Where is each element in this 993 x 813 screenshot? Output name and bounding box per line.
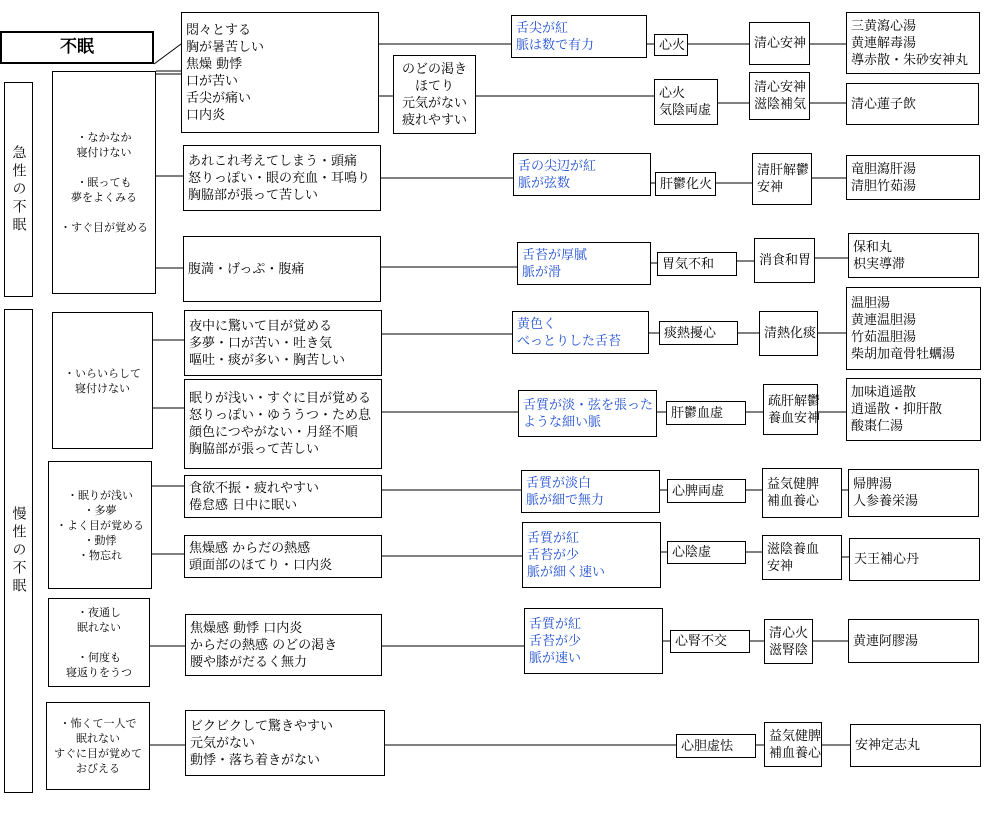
box-line: 脈は数で有力 [516, 37, 595, 53]
formula-box-1 [846, 12, 980, 74]
box-line: 脈が細く速い [527, 564, 606, 580]
box-line: 清胆竹茹湯 [851, 178, 917, 194]
box-line: 疲れやすい [401, 112, 467, 128]
symptom-box-7 [184, 535, 382, 578]
box-line: 滋陰補気 [754, 97, 807, 112]
pattern-box-1 [654, 34, 688, 56]
pattern-box-8 [667, 541, 746, 564]
box-line: 寝付けない [76, 146, 132, 159]
box-line: 黄連温胆湯 [851, 312, 917, 328]
box-line: 益気健脾 [769, 728, 822, 744]
formula-box-5 [846, 287, 981, 370]
box-line: 舌質が紅 [529, 616, 582, 632]
box-line: 安神 [767, 558, 794, 574]
treatment-box-6 [763, 384, 821, 435]
symptom-box-5 [184, 379, 382, 469]
treatment-box-2 [749, 72, 810, 120]
symptom-box-2 [183, 145, 381, 211]
box-line: 胸脇部が張って苦しい [188, 187, 319, 203]
box-line: ・眠りが浅い [67, 488, 133, 502]
box-line: のどの渇き [401, 61, 467, 77]
box-line: 寝返りをうつ [66, 666, 132, 679]
treatment-box-9 [764, 619, 813, 664]
box-line: 心脾両虚 [672, 483, 725, 499]
box-line: 黄連解毒湯 [851, 35, 917, 51]
box-line: ・眠っても [76, 176, 132, 189]
symptom-box-1b [393, 55, 476, 134]
formula-box-6 [846, 378, 981, 441]
box-line: 温胆湯 [851, 295, 891, 311]
box-line: 心腎不交 [675, 634, 728, 649]
symptom-box-4 [184, 310, 382, 376]
pattern-box-4 [657, 252, 737, 276]
box-line: 滋陰養血 [767, 541, 820, 557]
box-line: 清心安神 [754, 36, 807, 51]
box-line: 清心安神 [754, 80, 807, 95]
box-line: 清心火 [769, 625, 809, 641]
box-line: 人参養栄湯 [853, 494, 919, 509]
box-line: 安神定志丸 [855, 738, 921, 753]
box-line: 焦燥感 からだの熱感 [189, 540, 311, 556]
pattern-box-3 [655, 172, 716, 196]
box-line: ・よく目が覚める [56, 518, 144, 532]
box-line: 元気がない [401, 95, 467, 111]
box-line: 舌質が紅 [527, 530, 580, 546]
formula-box-2 [846, 83, 979, 125]
tongue-pulse-box-5 [518, 390, 657, 437]
box-line: 帰脾湯 [853, 477, 893, 492]
pattern-box-10 [676, 734, 756, 758]
box-line: 怒りっぽい・ゆううつ・ため息 [189, 408, 372, 423]
formula-box-4 [848, 233, 979, 278]
box-line: 胸が暑苦しい [186, 39, 265, 55]
box-line: 腹満・げっぷ・腹痛 [188, 261, 305, 277]
pattern-box-2 [654, 79, 718, 125]
box-line: 舌質が淡白 [526, 475, 592, 491]
diagram-title: 不眠 [0, 31, 154, 64]
pattern-box-5 [659, 321, 738, 345]
box-line: ・なかなか [76, 131, 132, 144]
box-line: 口が苦い [186, 73, 239, 89]
tongue-pulse-box-2 [513, 153, 651, 196]
treatment-box-1 [749, 22, 810, 65]
box-line: 舌苔が厚膩 [522, 247, 588, 263]
box-line: 動悸・落ち着きがない [190, 752, 321, 768]
box-line: 肝鬱化火 [660, 176, 713, 192]
box-line: 倦怠感 日中に眠い [189, 497, 298, 513]
box-line: 滋腎陰 [769, 642, 809, 658]
box-line: 焦燥 動悸 [186, 56, 243, 72]
symptom-box-9 [185, 710, 385, 776]
box-line: 肝鬱血虚 [671, 405, 724, 421]
box-line: 黄連阿膠湯 [853, 633, 919, 649]
box-line: ・何度も [77, 651, 121, 664]
box-line: 舌の尖辺が紅 [518, 158, 597, 174]
box-line: 益気健脾 [767, 477, 820, 492]
box-line: 脈が滑 [522, 264, 562, 280]
box-line: 胸脇部が張って苦しい [189, 442, 320, 457]
box-line: 眠りが浅い・すぐに目が覚める [189, 391, 372, 406]
box-line: 清肝解鬱 [757, 163, 810, 178]
box-line: 舌苔が少 [527, 547, 580, 563]
box-line: 補血養心 [767, 494, 820, 509]
pattern-box-7 [667, 479, 746, 503]
box-line: 脈が弦数 [518, 175, 571, 191]
box-line: 焦燥感 動悸 口内炎 [190, 620, 303, 636]
box-line: 養血安神 [768, 410, 821, 426]
box-line [57, 205, 151, 220]
pattern-box-6 [666, 401, 746, 425]
treatment-box-3 [752, 153, 812, 205]
tongue-pulse-box-6 [521, 470, 660, 513]
box-line: 柴胡加竜骨牡蠣湯 [851, 346, 956, 362]
box-line: 悶々とする [186, 22, 252, 38]
box-line: 逍遥散・抑肝散 [851, 402, 943, 417]
box-line: ・夜通し [77, 606, 121, 619]
complaint-box-1 [52, 71, 156, 294]
box-line: 頭面部のほてり・口内炎 [189, 557, 333, 573]
box-line: 清心蓮子飲 [851, 96, 917, 112]
box-line: 保和丸 [853, 239, 893, 255]
connector [154, 44, 181, 64]
box-line: ・多夢 [83, 503, 117, 517]
box-line: 加味逍遥散 [851, 385, 917, 400]
box-line: 疏肝解鬱 [768, 393, 821, 409]
tongue-pulse-box-1 [511, 15, 647, 58]
box-line: 元気がない [190, 735, 256, 751]
box-line: 眠れない [76, 732, 120, 745]
box-line: 舌質が淡・弦を張った [523, 397, 654, 413]
box-line: ・怖くて一人で [59, 717, 137, 730]
complaint-box-2 [52, 312, 153, 449]
section-acute: 急性の不眠 [4, 82, 33, 297]
treatment-box-5 [759, 311, 818, 356]
box-line: 黄色く [517, 316, 557, 332]
tongue-pulse-box-8 [524, 608, 663, 674]
box-line: 胃気不和 [662, 256, 715, 272]
box-line: あれこれ考えてしまう・頭痛 [188, 153, 358, 169]
box-line: ・すぐ目が覚める [60, 221, 148, 234]
box-line: 竜胆瀉肝湯 [851, 161, 917, 177]
box-line: 舌尖が痛い [186, 90, 252, 106]
symptom-box-1 [181, 12, 379, 133]
box-line: すぐに目が覚めて [54, 747, 142, 760]
box-line: 竹茹温胆湯 [851, 329, 917, 345]
formula-box-10 [850, 724, 981, 767]
pattern-box-9 [670, 630, 750, 653]
section-chronic: 慢性の不眠 [4, 309, 33, 793]
tongue-pulse-box-7 [522, 522, 661, 588]
box-line: べっとりした舌苔 [517, 333, 622, 349]
formula-box-9 [848, 619, 979, 663]
box-line: ほてり [414, 78, 454, 94]
box-line: 多夢・口が苦い・吐き気 [189, 335, 333, 351]
box-line: 導赤散・朱砂安神丸 [851, 52, 969, 68]
complaint-box-4 [48, 598, 150, 687]
box-line: 痰熱擾心 [664, 325, 717, 341]
box-line: 舌苔が少 [529, 633, 582, 649]
box-line: 脈が細で無力 [526, 492, 605, 508]
box-line: おびえる [76, 762, 120, 775]
box-line: 心陰虚 [672, 545, 712, 560]
complaint-box-5 [46, 702, 150, 790]
box-line: 眠れない [77, 621, 121, 634]
box-line: 口内炎 [186, 107, 226, 123]
symptom-box-8 [185, 614, 382, 676]
box-line: 消食和胃 [759, 253, 812, 268]
box-line: 腰や膝がだるく無力 [190, 654, 308, 670]
treatment-box-8 [762, 535, 842, 580]
box-line: 心火 [659, 86, 686, 101]
symptom-box-3 [183, 236, 381, 302]
formula-box-3 [846, 155, 980, 200]
box-line: 寝付けない [75, 381, 130, 395]
box-line: ・いらいらして [64, 366, 141, 380]
box-line: 酸棗仁湯 [851, 419, 904, 434]
box-line: 心火 [659, 37, 686, 53]
tongue-pulse-box-3 [517, 242, 651, 285]
box-line: 心胆虚怯 [681, 738, 734, 754]
box-line: 枳実導滞 [853, 256, 906, 272]
box-line: 夢をよくみる [71, 191, 137, 204]
tongue-pulse-box-4 [512, 311, 649, 354]
box-line: 夜中に驚いて目が覚める [189, 318, 333, 334]
box-line: 舌尖が紅 [516, 20, 569, 36]
box-line [57, 160, 151, 175]
box-line [53, 635, 145, 650]
box-line: 清熱化痰 [764, 326, 817, 341]
box-line: 食欲不振・疲れやすい [189, 480, 320, 496]
box-line: 脈が速い [529, 650, 582, 666]
symptom-box-6 [184, 475, 382, 518]
box-line: ・動悸 [83, 533, 117, 547]
box-line: 天王補心丹 [854, 552, 920, 567]
box-line: からだの熱感 のどの渇き [190, 637, 338, 653]
box-line: ビクビクして驚きやすい [190, 718, 334, 734]
box-line: ・物忘れ [78, 548, 122, 562]
formula-box-8 [849, 538, 980, 581]
box-line: 補血養心 [769, 745, 822, 761]
box-line: 顔色につやがない・月経不順 [189, 425, 358, 440]
complaint-box-3 [48, 461, 152, 589]
box-line: 嘔吐・痰が多い・胸苦しい [189, 352, 346, 368]
box-line: 三黄瀉心湯 [851, 18, 917, 34]
treatment-box-10 [764, 722, 822, 767]
box-line: 怒りっぽい・眼の充血・耳鳴り [188, 170, 371, 186]
box-line: 安神 [757, 180, 784, 195]
box-line: 気陰両虚 [659, 103, 712, 118]
box-line: ような細い脈 [523, 414, 602, 430]
treatment-box-4 [754, 238, 815, 283]
formula-box-7 [848, 469, 979, 517]
treatment-box-7 [762, 468, 842, 518]
